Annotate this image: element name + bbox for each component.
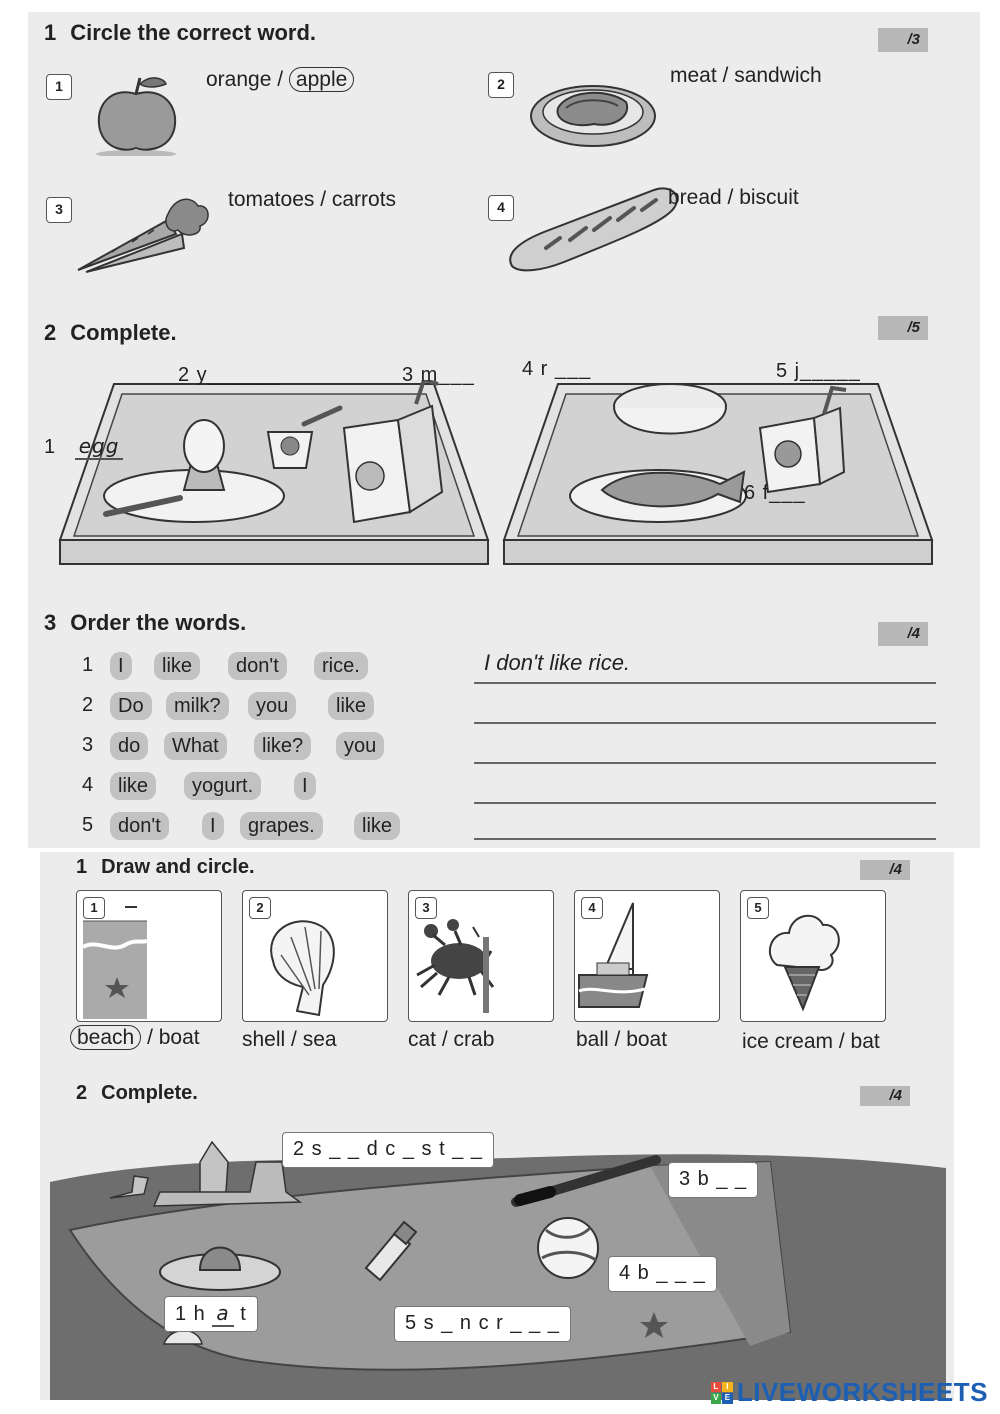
word-chip[interactable]: grapes.: [240, 812, 323, 840]
word-chip[interactable]: like: [154, 652, 200, 680]
choice-shell-sea[interactable]: shell / sea: [242, 1028, 337, 1051]
choice-orange-apple[interactable]: orange / apple: [206, 68, 354, 92]
label-suncream[interactable]: 5 s _ n c r _ _ _: [394, 1306, 571, 1342]
choice-beach-boat[interactable]: beach / boat: [70, 1026, 200, 1050]
choice-ball-boat[interactable]: ball / boat: [576, 1028, 668, 1051]
answer-row-1: I don't like rice.: [484, 650, 631, 675]
answer-line[interactable]: [474, 802, 936, 804]
score-badge: /4: [860, 1086, 910, 1106]
word-chip[interactable]: don't: [110, 812, 169, 840]
logo-mark-icon: L I V E: [711, 1382, 733, 1404]
word-chip[interactable]: like: [328, 692, 374, 720]
picture-box-5[interactable]: [740, 890, 886, 1022]
boat-drawing: [575, 891, 720, 1022]
item-number: 1: [46, 74, 72, 100]
item-number: 1: [83, 897, 105, 919]
word-chip[interactable]: I: [110, 652, 132, 680]
score-badge: /5: [878, 316, 928, 340]
beach-drawing: [77, 891, 222, 1022]
shell-drawing: [243, 891, 388, 1022]
section-2-title: 2 Complete.: [44, 320, 177, 345]
breakfast-tray-image: [54, 380, 494, 570]
item-number: 4: [581, 897, 603, 919]
score-badge: /4: [878, 622, 928, 646]
word-chip[interactable]: yogurt.: [184, 772, 261, 800]
label-bat[interactable]: 3 b _ _: [668, 1162, 758, 1198]
blank-3[interactable]: 3 m___: [402, 364, 475, 386]
item-number: 5: [747, 897, 769, 919]
ice-cream-drawing: [741, 891, 886, 1022]
beach-scene-image: [50, 1122, 946, 1400]
word-chip[interactable]: like: [354, 812, 400, 840]
item-number: 4: [488, 195, 514, 221]
row-number: 1: [82, 654, 94, 676]
choice-bread-biscuit[interactable]: bread / biscuit: [668, 186, 799, 209]
label-sandcastle[interactable]: 2 s _ _ d c _ s t _ _: [282, 1132, 494, 1168]
word-chip[interactable]: you: [336, 732, 384, 760]
word-chip[interactable]: I: [294, 772, 316, 800]
item-number: 2: [249, 897, 271, 919]
crab-drawing: [409, 891, 554, 1022]
section-1-title: 1 Draw and circle.: [76, 856, 255, 878]
item-number: 3: [415, 897, 437, 919]
word-chip[interactable]: milk?: [166, 692, 229, 720]
blank-1[interactable]: 1 egg: [44, 434, 123, 459]
blank-2[interactable]: 2 y______: [178, 364, 281, 386]
row-number: 4: [82, 774, 94, 796]
blank-4[interactable]: 4 r ___: [522, 358, 592, 380]
word-chip[interactable]: rice.: [314, 652, 368, 680]
bread-image: [504, 182, 684, 274]
blank-5[interactable]: 5 j_____: [776, 360, 861, 382]
answer-line[interactable]: [474, 838, 936, 840]
word-chip[interactable]: like?: [254, 732, 311, 760]
picture-box-2[interactable]: [242, 890, 388, 1022]
answer-a: a: [212, 1301, 233, 1327]
section-3-title: 3 Order the words.: [44, 610, 247, 635]
score-badge: /4: [860, 860, 910, 880]
row-number: 2: [82, 694, 94, 716]
item-number: 3: [46, 197, 72, 223]
answer-line[interactable]: [474, 682, 936, 684]
label-hat[interactable]: 1 h a t: [164, 1296, 258, 1332]
picture-box-4[interactable]: [574, 890, 720, 1022]
circled-answer: beach: [70, 1025, 141, 1050]
word-chip[interactable]: like: [110, 772, 156, 800]
circled-answer: apple: [289, 67, 354, 92]
choice-meat-sandwich[interactable]: meat / sandwich: [670, 64, 822, 87]
row-number: 5: [82, 814, 94, 836]
picture-box-1[interactable]: [76, 890, 222, 1022]
choice-ice-cream-bat[interactable]: ice cream / bat: [742, 1030, 880, 1053]
meat-image: [528, 72, 658, 148]
choice-cat-crab[interactable]: cat / crab: [408, 1028, 495, 1051]
blank-6[interactable]: 6 f___: [744, 482, 806, 504]
word-chip[interactable]: do: [110, 732, 148, 760]
dinner-tray-image: [498, 380, 938, 570]
word-chip[interactable]: I: [202, 812, 224, 840]
answer-line[interactable]: [474, 722, 936, 724]
liveworksheets-logo[interactable]: L I V E LIVEWORKSHEETS: [711, 1377, 988, 1408]
choice-tomatoes-carrots[interactable]: tomatoes / carrots: [228, 188, 397, 211]
apple-image: [86, 72, 186, 156]
word-chip[interactable]: you: [248, 692, 296, 720]
carrots-image: [72, 190, 212, 274]
score-badge: /3: [878, 28, 928, 52]
answer-egg: egg: [75, 434, 124, 460]
row-number: 3: [82, 734, 94, 756]
worksheet-food: [28, 12, 980, 848]
section-2-title: 2 Complete.: [76, 1082, 198, 1104]
label-ball[interactable]: 4 b _ _ _: [608, 1256, 717, 1292]
answer-line[interactable]: [474, 762, 936, 764]
word-chip[interactable]: don't: [228, 652, 287, 680]
picture-box-3[interactable]: [408, 890, 554, 1022]
item-number: 2: [488, 72, 514, 98]
word-chip[interactable]: What: [164, 732, 227, 760]
worksheet-beach: [40, 852, 954, 1400]
section-1-title: 1 Circle the correct word.: [44, 20, 316, 45]
word-chip[interactable]: Do: [110, 692, 152, 720]
